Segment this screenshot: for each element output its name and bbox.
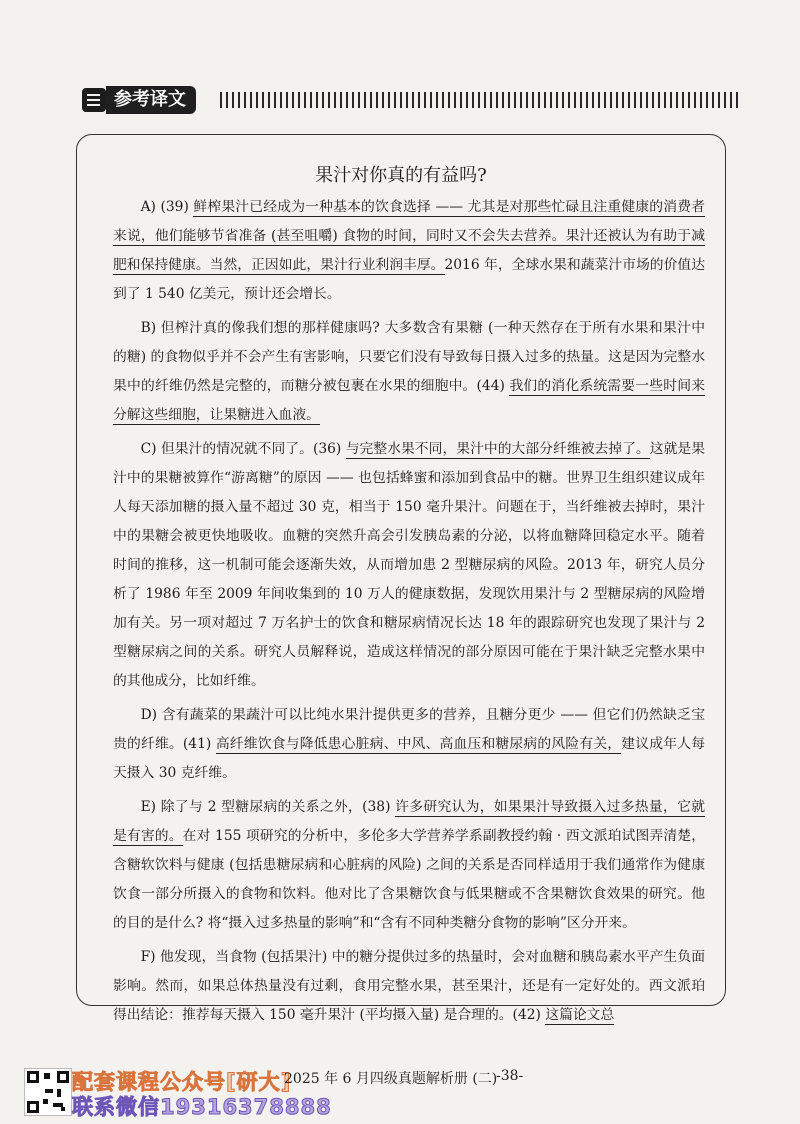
article-paragraph	[113, 943, 705, 1030]
paragraph-text: 在对 155 项研究的分析中，多伦多大学营养学系副教授约翰 · 西文派珀试图弄清楚，含糖软饮料与健康 (包括患糖尿病和心脏病的风险) 之间的关系是否同样适用于我们通常作为健康饮食一部分所摄入的食物和饮料。他对比了含果糖饮食与低果糖或不含果糖饮食效果的研究。他的目的是什么? 将“摄入过多热量的影响”和“含有不同种类糖分食物的影响”区分开来。	[113, 828, 706, 931]
qr-code	[24, 1068, 72, 1116]
paragraph-text: C) 但果汁的情况就不同了。(36)	[140, 441, 346, 457]
article-frame	[76, 134, 726, 1023]
article-body	[113, 193, 705, 1035]
section-header	[82, 86, 742, 116]
underlined-answer-text: 鲜榨果汁已经成为一种基本的饮食选择 —— 尤其是对那些忙碌且注重健康的消费者来说，他们能够节省准备 (甚至咀嚼) 食物的时间，同时又不会失去营养。果汁还被认为有助于减肥和保持健康。当然，正因如此，果汁行业利润丰厚。	[113, 199, 705, 273]
watermark-line-2: 联系微信19316378888	[72, 1095, 332, 1119]
underlined-answer-text: 与完整水果不同，果汁中的大部分纤维被去掉了。	[345, 441, 650, 457]
underlined-answer-text: 这篇论文总	[545, 1007, 615, 1023]
article-paragraph	[113, 701, 705, 788]
paragraph-text: E) 除了与 2 型糖尿病的关系之外，(38)	[140, 799, 396, 815]
paragraph-text: B) 但榨汁真的像我们想的那样健康吗? 大多数含有果糖 (一种天然存在于所有水果和果汁中的糖) 的食物似乎并不会产生有害影响，只要它们没有导致每日摄入过多的热量。这是因为完整水果中的纤维仍然是完整的，而糖分被包裹在水果的细胞中。(44)	[113, 320, 705, 394]
paragraph-text: D) 含有蔬菜的果蔬汁可以比纯水果汁提供更多的营养，且糖分更少 —— 但它们仍然缺乏宝贵的纤维。(41)	[113, 707, 705, 752]
page-number: -38-	[496, 1068, 524, 1084]
book-title: 2025 年 6 月四级真题解析册 (二)	[284, 1071, 498, 1087]
paragraph-text: F) 他发现，当食物 (包括果汁) 中的糖分提供过多的热量时，会对血糖和胰岛素水平产生负面影响。然而，如果总体热量没有过剩，食用完整水果，甚至果汁，还是有一定好处的。西文派珀得出结论：推荐每天摄入 150 毫升果汁 (平均摄入量) 是合理的。(42)	[113, 949, 705, 1023]
watermark-line-1: 配套课程公众号[研大]	[72, 1070, 292, 1094]
underlined-answer-text: 我们的消化系统需要一些时间来分解这些细胞，让果糖进入血液。	[113, 378, 706, 423]
document-list-icon	[82, 88, 106, 112]
paragraph-text: A) (39)	[140, 199, 194, 215]
article-paragraph	[113, 193, 705, 309]
paragraph-text: 建议成年人每天摄入 30 克纤维。	[113, 736, 706, 781]
header-rule	[220, 92, 742, 108]
article-title: 果汁对你真的有益吗?	[315, 165, 487, 186]
article-paragraph	[113, 793, 705, 938]
article-paragraph	[113, 314, 705, 430]
article-paragraph	[113, 435, 705, 696]
paragraph-text: 2016 年，全球水果和蔬菜汁市场的价值达到了 1 540 亿美元，预计还会增长。	[113, 257, 705, 302]
underlined-answer-text: 许多研究认为，如果果汁导致摄入过多热量，它就是有害的。	[113, 799, 705, 844]
underlined-answer-text: 高纤维饮食与降低患心脏病、中风、高血压和糖尿病的风险有关，	[215, 736, 622, 752]
section-header-label: 参考译文	[106, 86, 196, 114]
paragraph-text: 这就是果汁中的果糖被算作“游离糖”的原因 —— 也包括蜂蜜和添加到食品中的糖。世界卫生组织建议成年人每天添加糖的摄入量不超过 30 克，相当于 150 毫升果汁。问题在于，当纤维被去掉时，果汁中的果糖会被更快地吸收。血糖的突然升高会引发胰岛素的分泌，以将血糖降回稳定水平。随着时间的推移，这一机制可能会逐渐失效，从而增加患 2 型糖尿病的风险。2013 年，研究人员分析了 1986 年至 2009 年间收集到的 10 万人的健康数据，发现饮用果汁与 2 型糖尿病的风险增加有关。另一项对超过 7 万名护士的饮食和糖尿病情况长达 18 年的跟踪研究也发现了果汁与 2 型糖尿病之间的关系。研究人员解释说，造成这样情况的部分原因可能在于果汁缺乏完整水果中的其他成分，比如纤维。	[113, 441, 706, 689]
